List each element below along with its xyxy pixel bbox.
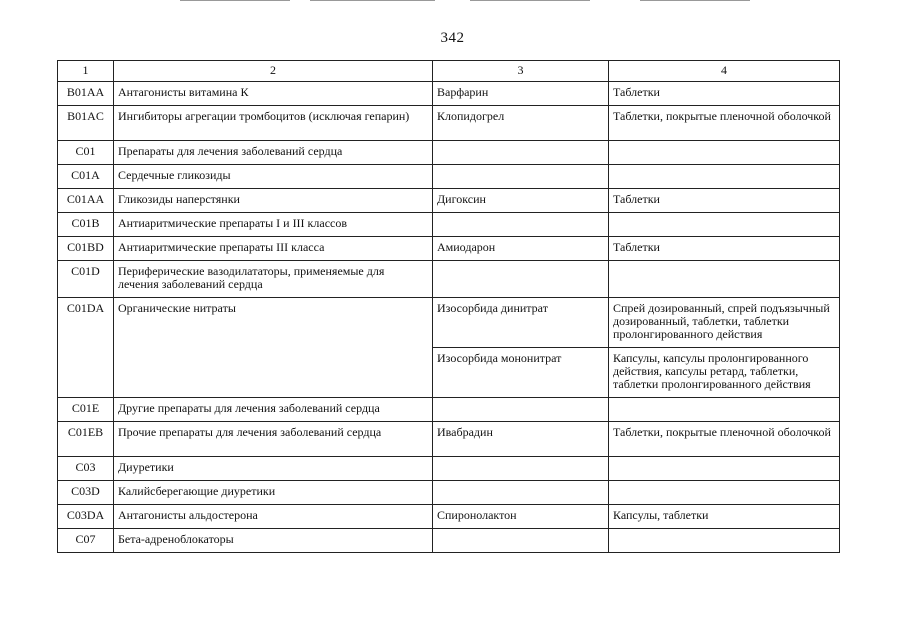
drug-name-cell: Клопидогрел [433,106,609,141]
drug-name-cell: Спиронолактон [433,505,609,529]
dosage-form-cell [609,481,840,505]
column-header: 2 [114,61,433,82]
dosage-form-cell: Таблетки [609,237,840,261]
table-row [58,106,840,141]
atc-code-cell: C01E [58,398,114,422]
table-row [58,298,840,348]
atc-code-cell: C01A [58,165,114,189]
dosage-form-cell: Таблетки, покрытые пленочной оболочкой [609,422,840,457]
anatomical-group-cell: Органические нитраты [114,298,433,398]
atc-code-cell: C01AA [58,189,114,213]
dosage-form-cell [609,261,840,298]
anatomical-group-cell: Антиаритмические препараты I и III классов [114,213,433,237]
atc-code-cell: C01B [58,213,114,237]
drug-name-cell: Изосорбида мононитрат [433,348,609,398]
atc-code-cell: B01AC [58,106,114,141]
drug-name-cell [433,398,609,422]
table-row [58,261,840,298]
table-row [58,505,840,529]
atc-code-cell: C01BD [58,237,114,261]
table-row [58,481,840,505]
table-row [58,237,840,261]
dosage-form-cell [609,398,840,422]
column-header: 1 [58,61,114,82]
drug-name-cell [433,141,609,165]
column-header: 4 [609,61,840,82]
drug-name-cell [433,529,609,553]
scan-top-rule [470,0,590,1]
drug-name-cell [433,457,609,481]
table-row [58,398,840,422]
anatomical-group-cell: Гликозиды наперстянки [114,189,433,213]
atc-code-cell: C01 [58,141,114,165]
dosage-form-cell: Таблетки [609,189,840,213]
dosage-form-cell: Таблетки, покрытые пленочной оболочкой [609,106,840,141]
anatomical-group-cell: Калийсберегающие диуретики [114,481,433,505]
anatomical-group-cell: Прочие препараты для лечения заболеваний сердца [114,422,433,457]
anatomical-group-cell: Антиаритмические препараты III класса [114,237,433,261]
anatomical-group-cell: Препараты для лечения заболеваний сердца [114,141,433,165]
dosage-form-cell: Капсулы, таблетки [609,505,840,529]
table-row [58,457,840,481]
drug-name-cell: Варфарин [433,82,609,106]
anatomical-group-cell: Антагонисты альдостерона [114,505,433,529]
dosage-form-cell: Капсулы, капсулы пролонгированного действия, капсулы ретард, таблетки, таблетки пролонгированного действия [609,348,840,398]
table-row [58,141,840,165]
drug-name-cell: Амиодарон [433,237,609,261]
page-number: 342 [440,30,465,46]
atc-code-cell: C03 [58,457,114,481]
dosage-form-cell [609,457,840,481]
table-body [58,82,840,553]
table-row [58,529,840,553]
drug-name-cell: Ивабрадин [433,422,609,457]
dosage-form-cell [609,529,840,553]
table-row [58,165,840,189]
table-row [58,213,840,237]
drug-name-cell: Изосорбида динитрат [433,298,609,348]
table-row [58,422,840,457]
anatomical-group-cell: Бета-адреноблокаторы [114,529,433,553]
scan-top-rule [640,0,750,1]
anatomical-group-cell: Антагонисты витамина К [114,82,433,106]
column-header: 3 [433,61,609,82]
dosage-form-cell [609,141,840,165]
atc-code-cell: C07 [58,529,114,553]
atc-code-cell: C01D [58,261,114,298]
scan-top-rule [310,0,435,1]
drug-name-cell: Дигоксин [433,189,609,213]
table-row [58,189,840,213]
dosage-form-cell [609,165,840,189]
dosage-form-cell: Таблетки [609,82,840,106]
anatomical-group-cell: Диуретики [114,457,433,481]
drug-name-cell [433,481,609,505]
atc-code-cell: C03DA [58,505,114,529]
atc-code-cell: B01AA [58,82,114,106]
table-header-row [58,61,840,82]
dosage-form-cell [609,213,840,237]
table-row [58,82,840,106]
anatomical-group-cell: Ингибиторы агрегации тромбоцитов (исключая гепарин) [114,106,433,141]
scan-top-rule [180,0,290,1]
anatomical-group-cell: Сердечные гликозиды [114,165,433,189]
atc-code-cell: C03D [58,481,114,505]
drug-list-table [57,60,840,553]
drug-name-cell [433,165,609,189]
anatomical-group-cell: Другие препараты для лечения заболеваний сердца [114,398,433,422]
atc-code-cell: C01EB [58,422,114,457]
dosage-form-cell: Спрей дозированный, спрей подъязычный дозированный, таблетки, таблетки пролонгированного действия [609,298,840,348]
atc-code-cell: C01DA [58,298,114,398]
drug-name-cell [433,213,609,237]
anatomical-group-cell: Периферические вазодилататоры, применяемые для лечения заболеваний сердца [114,261,433,298]
drug-name-cell [433,261,609,298]
